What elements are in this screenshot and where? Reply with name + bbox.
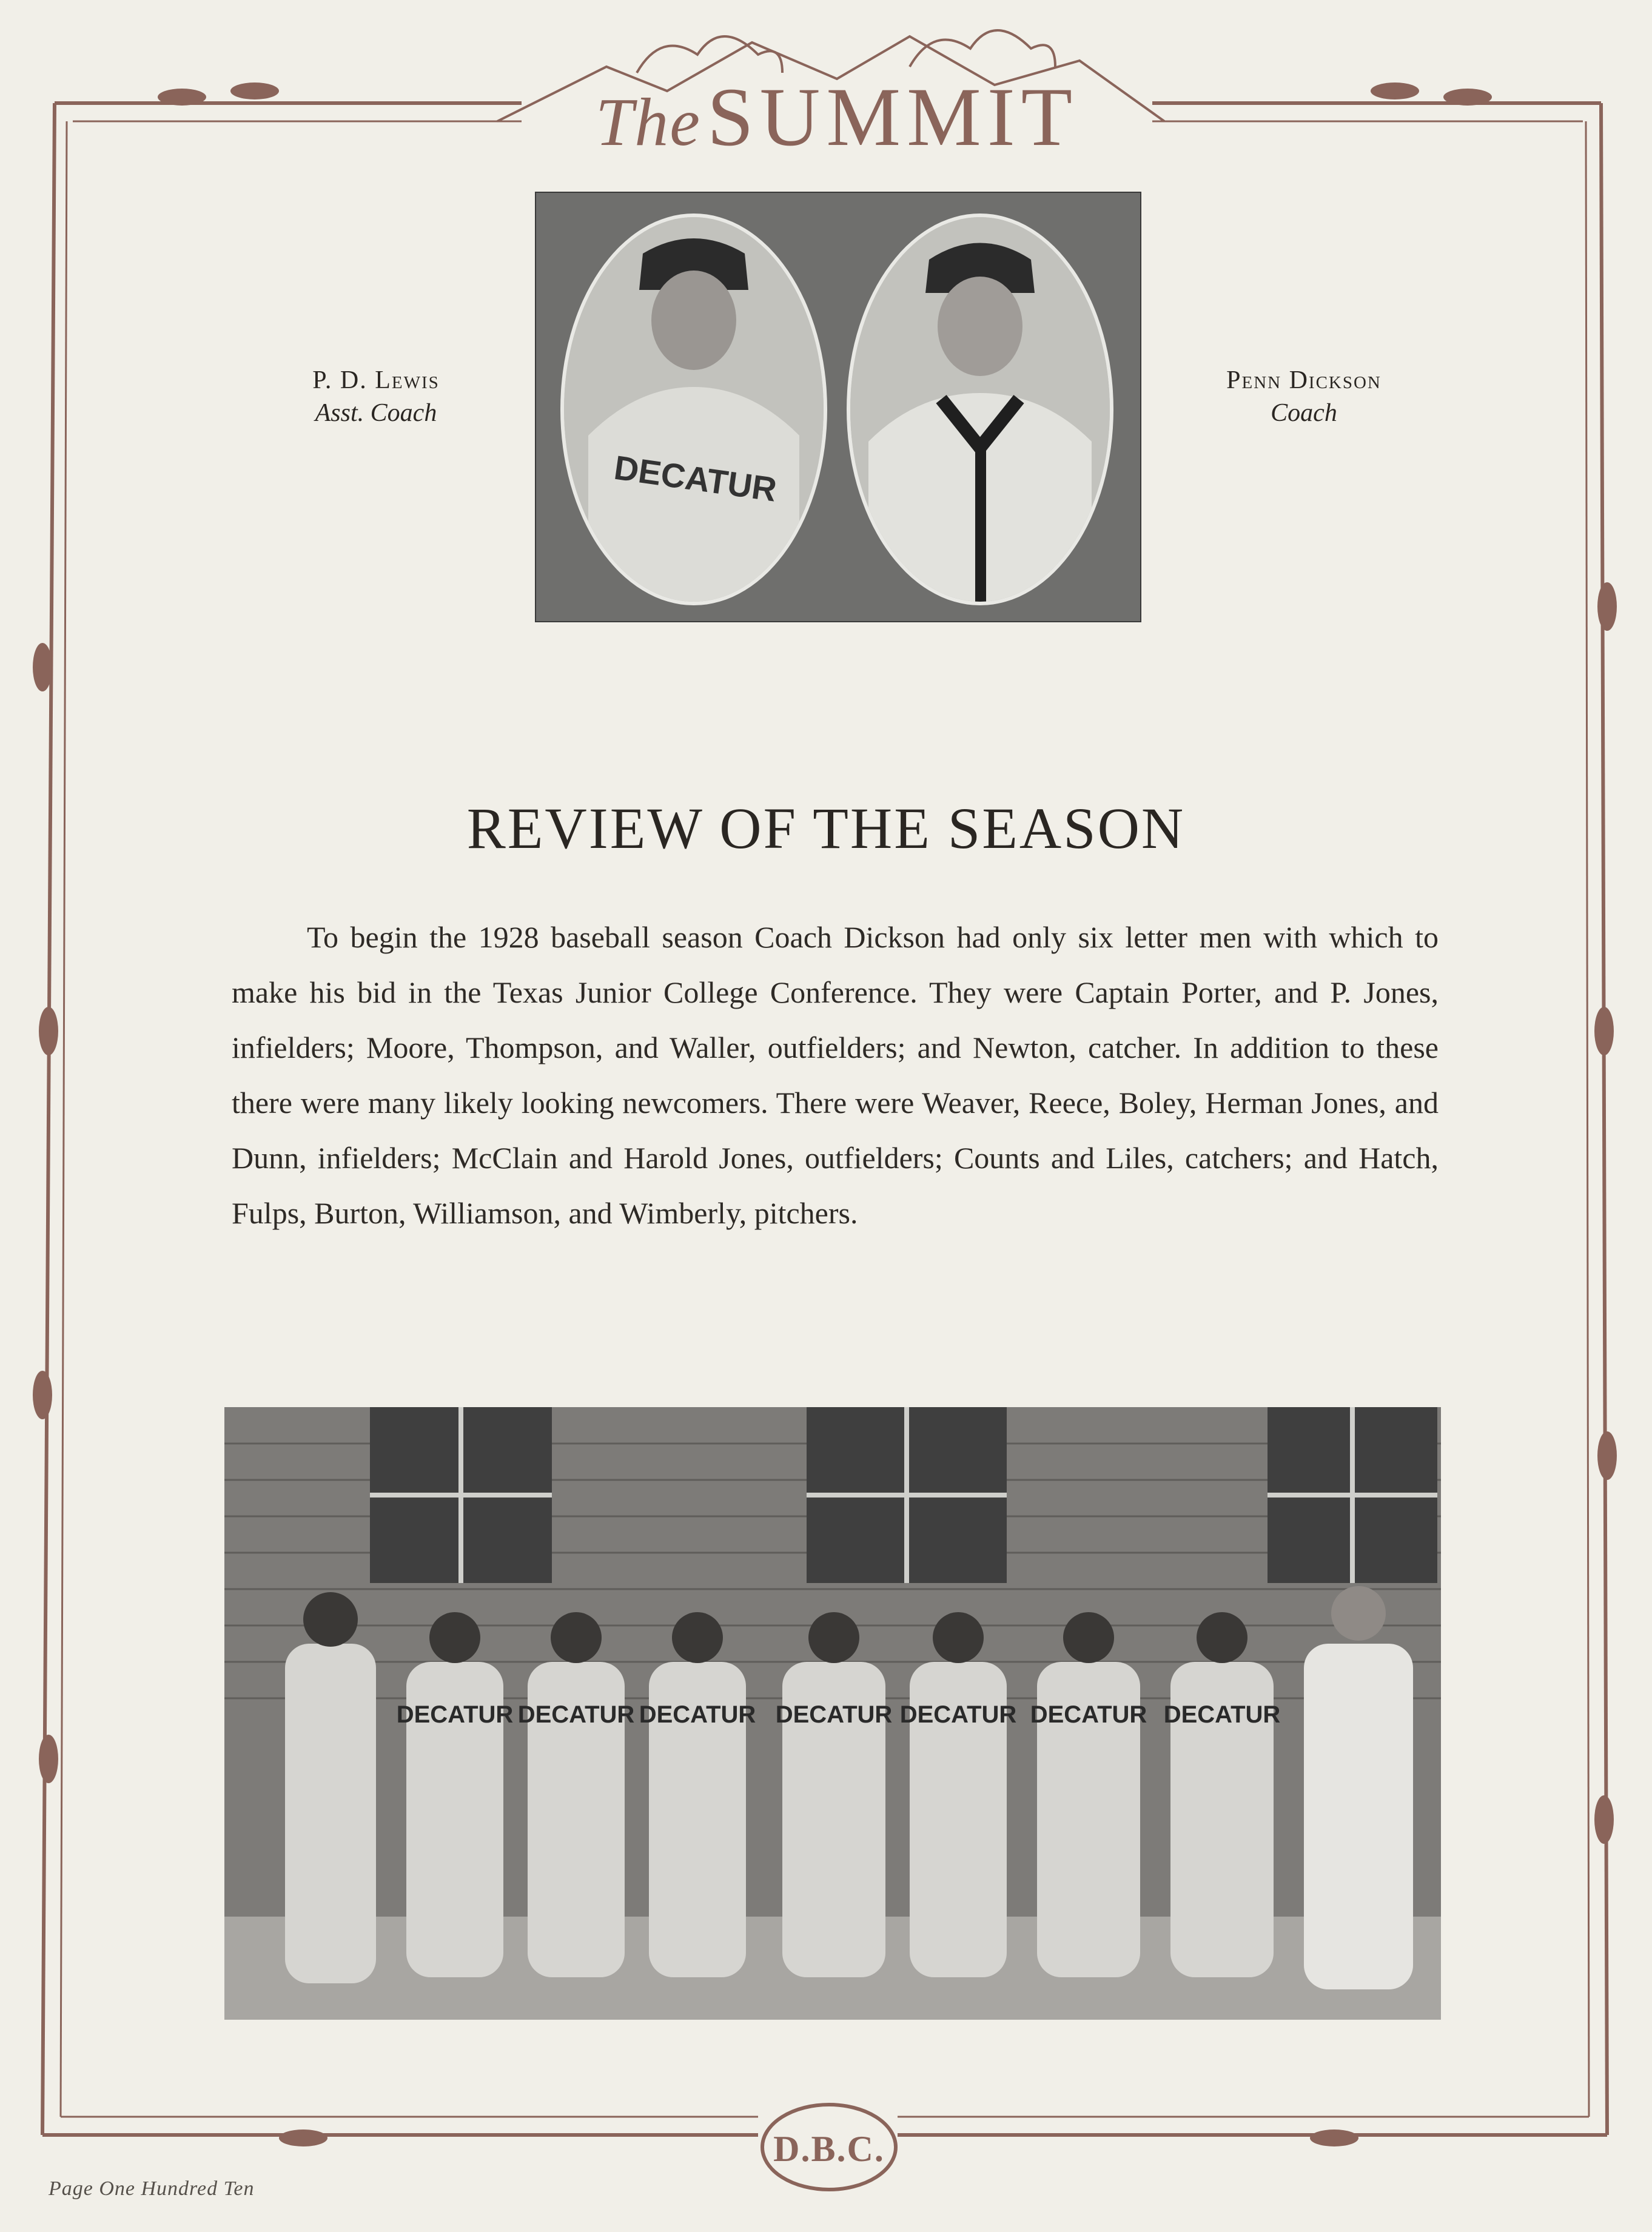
team-jersey-1: DECATUR	[396, 1701, 514, 1728]
dickson-role: Coach	[1271, 399, 1337, 427]
team-jersey-4: DECATUR	[775, 1701, 893, 1728]
article-body: To begin the 1928 baseball season Coach Dickson had only six letter men with which to make his bid in the Texas Junior College Conference. They were Captain Porter, and P. Jones, infielders; Moore, Thompson, and Waller, outfielders; and Newton, catcher. In addition to these there were many likely looking newcomers. There were Weaver, Reece, Boley, Herman Jones, and Dunn, infielders; McClain and Harold Jones, outfielders; Counts and Liles, catchers; and Hatch, Fulps, Burton, Williamson, and Wimberly, pitchers.	[232, 920, 1439, 1230]
dbc-emblem: D.B.C.	[773, 2129, 885, 2169]
lewis-role: Asst. Coach	[315, 399, 437, 427]
article-heading: REVIEW OF THE SEASON	[466, 796, 1186, 861]
masthead-title	[528, 72, 1146, 163]
team-jersey-2: DECATUR	[517, 1701, 635, 1728]
team-jersey-5: DECATUR	[899, 1701, 1017, 1728]
lewis-name: P. D. Lewis	[312, 366, 440, 394]
team-jersey-3: DECATUR	[639, 1701, 756, 1728]
dickson-caption	[1177, 364, 1431, 429]
coaches-photo	[535, 192, 1141, 622]
team-jersey-6: DECATUR	[1030, 1701, 1147, 1728]
lewis-jersey-text: DECATUR	[611, 448, 779, 509]
team-photo	[224, 1407, 1441, 2020]
masthead-summit: SUMMIT	[707, 70, 1079, 163]
lewis-caption	[255, 364, 497, 429]
masthead-the: The	[595, 85, 701, 160]
page-number: Page One Hundred Ten	[49, 2177, 255, 2200]
team-jersey-7: DECATUR	[1163, 1701, 1281, 1728]
dickson-name: Penn Dickson	[1226, 366, 1382, 394]
dickson-portrait	[847, 213, 1113, 605]
lewis-portrait	[560, 213, 827, 605]
